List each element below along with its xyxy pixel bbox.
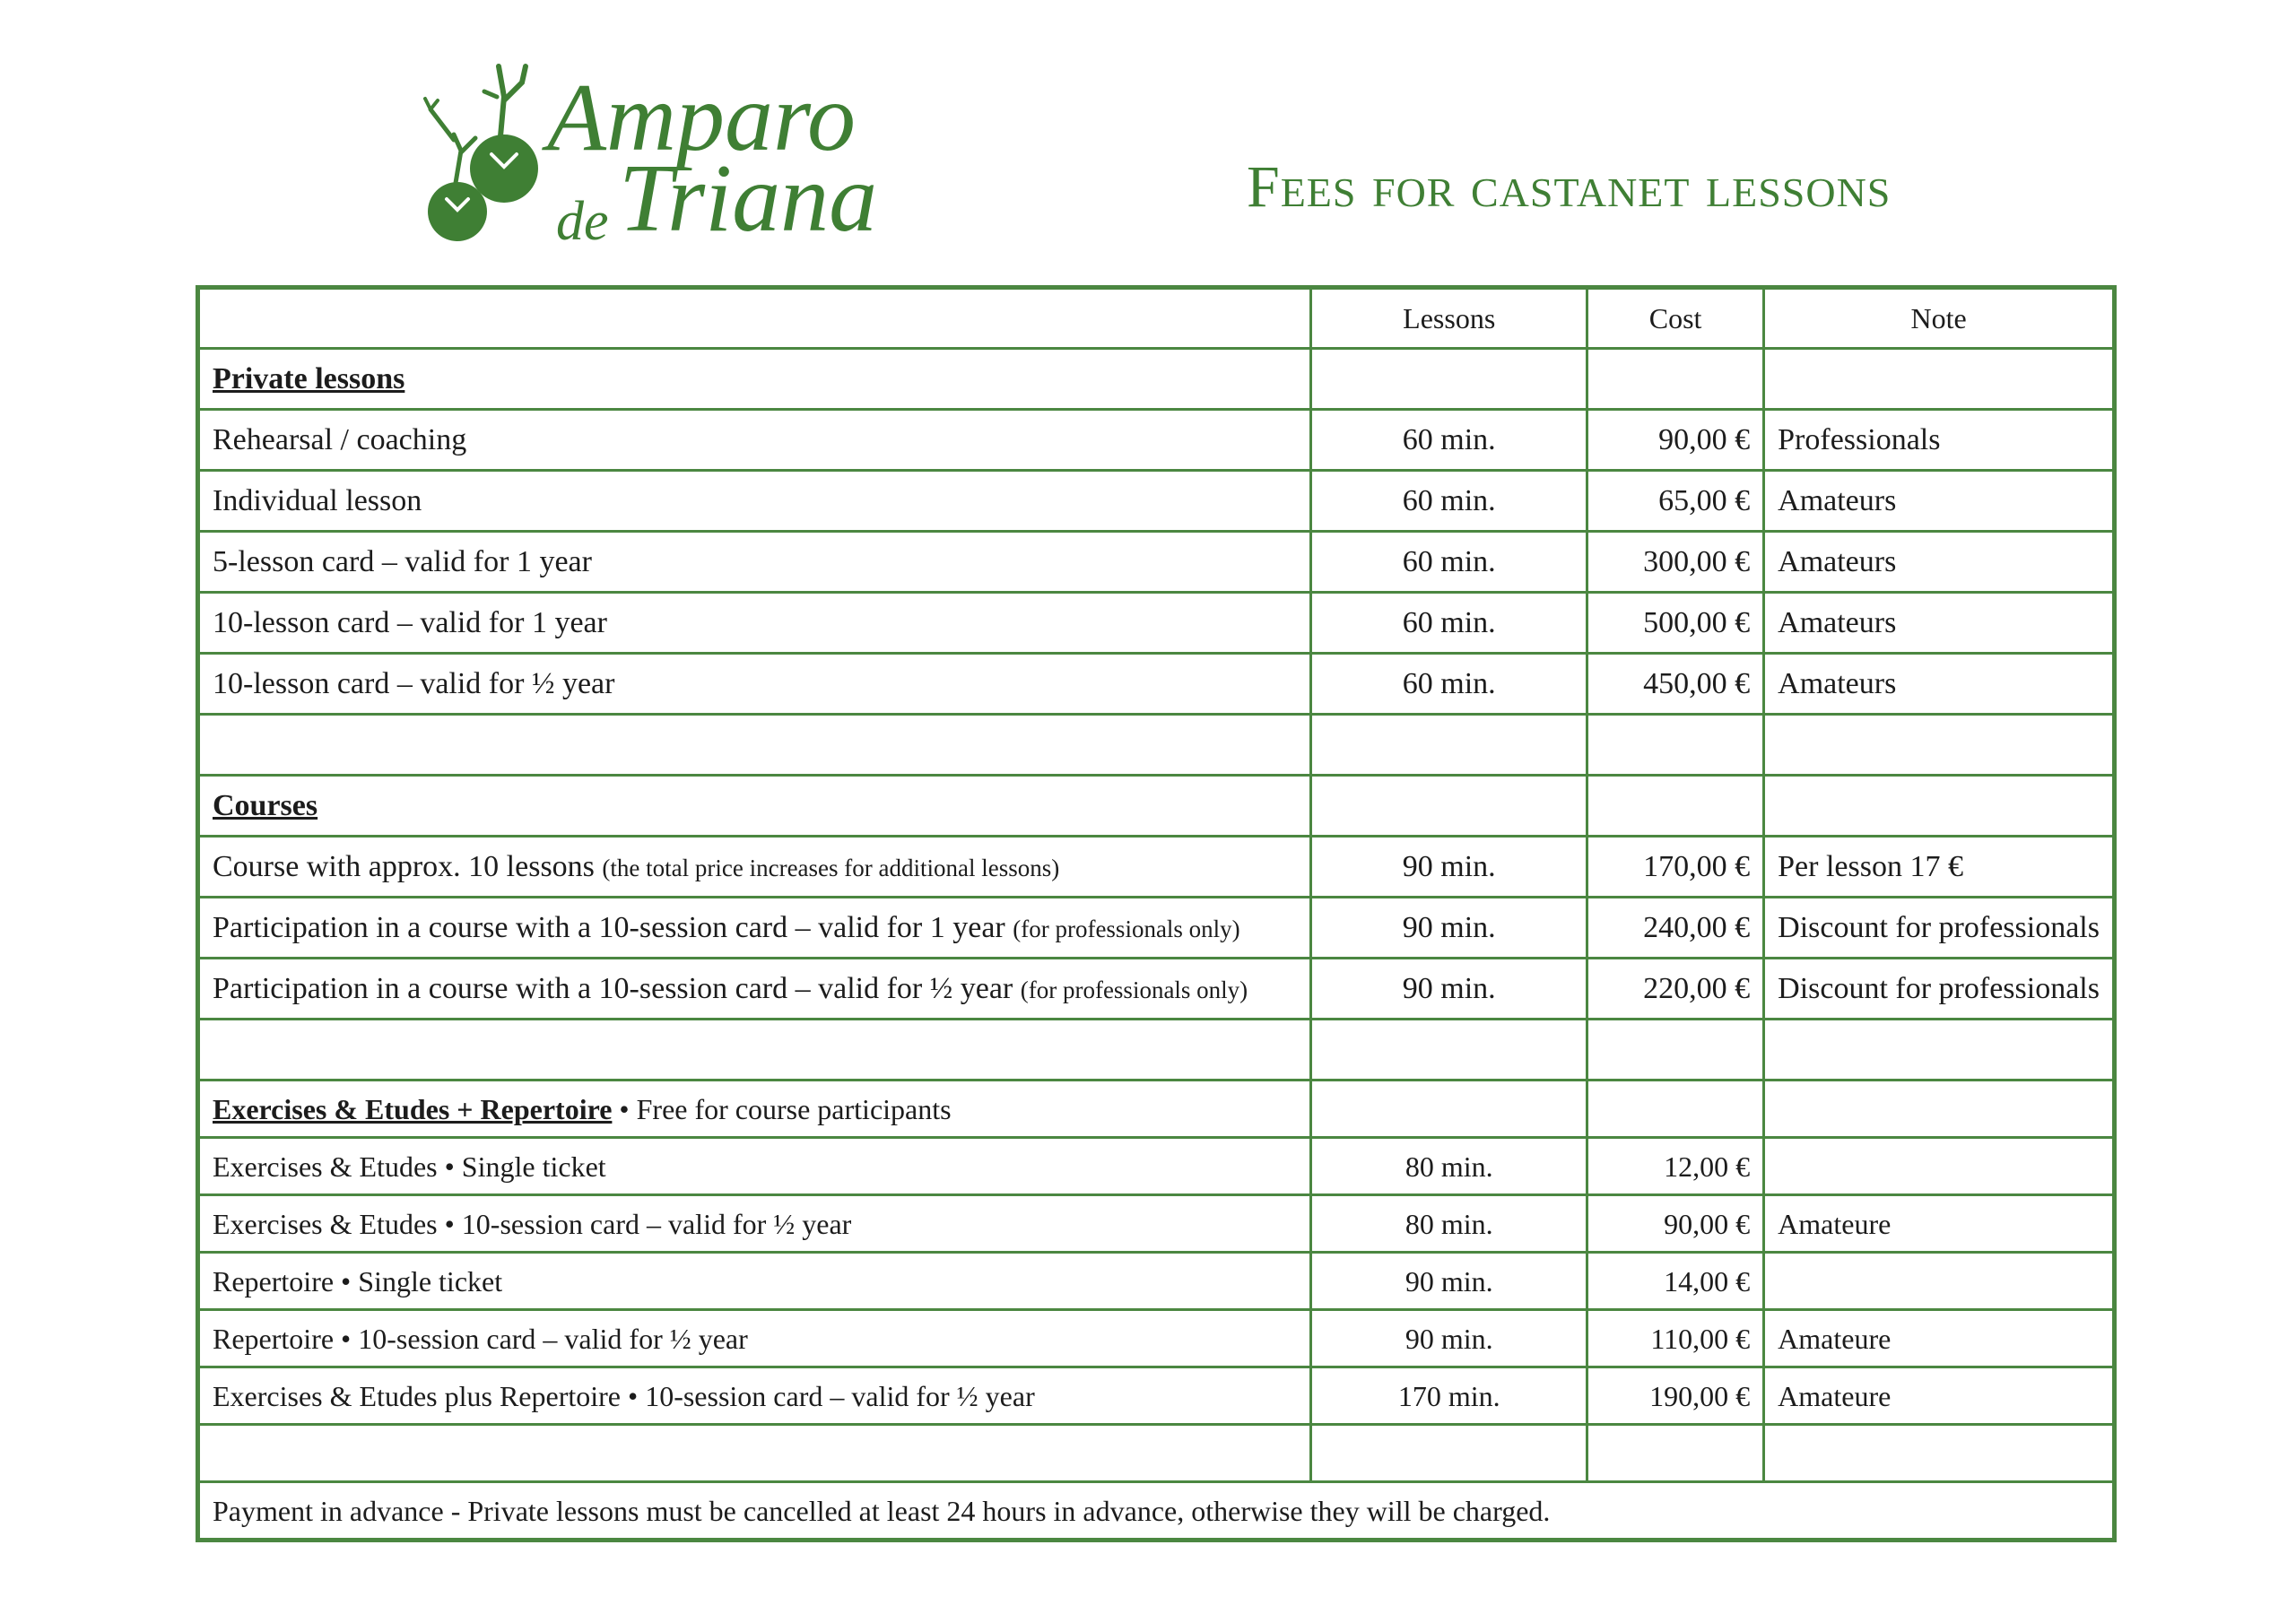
logo xyxy=(422,61,878,258)
page-title: Fees for castanet lessons xyxy=(1247,154,1892,220)
row-item-detail: Single ticket xyxy=(358,1264,503,1298)
section-title-note: Free for course participants xyxy=(636,1092,952,1125)
row-item: Course with approx. 10 lessons xyxy=(213,849,595,883)
row-lessons: 90 min. xyxy=(1311,1310,1587,1367)
row-item-note: (the total price increases for additional lessons) xyxy=(602,854,1060,881)
table-row xyxy=(198,898,2115,959)
table-row xyxy=(198,1310,2115,1367)
row-note: Amateurs xyxy=(1764,532,2115,593)
row-item: Repertoire xyxy=(213,1322,335,1355)
row-cost: 500,00 € xyxy=(1587,593,1764,654)
section-row-courses xyxy=(198,776,2115,837)
table-row xyxy=(198,593,2115,654)
row-item: 5-lesson card – valid for 1 year xyxy=(198,532,1311,593)
row-cost: 190,00 € xyxy=(1587,1367,1764,1425)
row-lessons: 80 min. xyxy=(1311,1138,1587,1195)
separator-dot: • xyxy=(444,1150,455,1183)
separator-dot: • xyxy=(619,1092,630,1125)
section-title-courses: Courses xyxy=(213,788,318,822)
row-cost: 65,00 € xyxy=(1587,471,1764,532)
row-cost: 110,00 € xyxy=(1587,1310,1764,1367)
table-header-row xyxy=(198,288,2115,349)
row-item-note: (for professionals only) xyxy=(1020,976,1248,1003)
table-row xyxy=(198,1253,2115,1310)
row-lessons: 170 min. xyxy=(1311,1367,1587,1425)
row-item: Exercises & Etudes xyxy=(213,1150,438,1183)
row-item: Participation in a course with a 10-session card – valid for ½ year xyxy=(213,971,1013,1005)
header-cost: Cost xyxy=(1587,288,1764,349)
row-item: Rehearsal / coaching xyxy=(198,410,1311,471)
row-item-detail: 10-session card – valid for ½ year xyxy=(645,1379,1035,1412)
table-row xyxy=(198,837,2115,898)
table-row xyxy=(198,959,2115,1020)
row-item: Exercises & Etudes plus Repertoire xyxy=(213,1379,621,1412)
table-row xyxy=(198,410,2115,471)
separator-dot: • xyxy=(341,1322,352,1355)
separator-dot: • xyxy=(341,1264,352,1298)
row-note: Amateure xyxy=(1764,1310,2115,1367)
header-item xyxy=(198,288,1311,349)
row-note: Amateure xyxy=(1764,1367,2115,1425)
table-row xyxy=(198,471,2115,532)
row-cost: 220,00 € xyxy=(1587,959,1764,1020)
row-lessons: 80 min. xyxy=(1311,1195,1587,1253)
row-lessons: 60 min. xyxy=(1311,654,1587,715)
table-row xyxy=(198,1367,2115,1425)
row-note: Amateurs xyxy=(1764,471,2115,532)
row-note: Amateurs xyxy=(1764,593,2115,654)
row-cost: 300,00 € xyxy=(1587,532,1764,593)
table-row xyxy=(198,1138,2115,1195)
row-item-detail: 10-session card – valid for ½ year xyxy=(358,1322,748,1355)
row-cost: 90,00 € xyxy=(1587,1195,1764,1253)
footer-row xyxy=(198,1482,2115,1541)
row-note: Discount for professionals xyxy=(1764,959,2115,1020)
row-note: Professionals xyxy=(1764,410,2115,471)
row-cost: 240,00 € xyxy=(1587,898,1764,959)
row-lessons: 90 min. xyxy=(1311,837,1587,898)
row-cost: 12,00 € xyxy=(1587,1138,1764,1195)
section-title-exercises: Exercises & Etudes + Repertoire xyxy=(213,1092,613,1125)
row-lessons: 60 min. xyxy=(1311,532,1587,593)
separator-dot: • xyxy=(627,1379,639,1412)
row-note: Amateurs xyxy=(1764,654,2115,715)
row-cost: 90,00 € xyxy=(1587,410,1764,471)
empty-row xyxy=(198,715,2115,776)
castanets-icon xyxy=(422,61,556,249)
table-row xyxy=(198,654,2115,715)
row-note: Per lesson 17 € xyxy=(1764,837,2115,898)
row-cost: 14,00 € xyxy=(1587,1253,1764,1310)
row-item-detail: Single ticket xyxy=(461,1150,606,1183)
row-lessons: 90 min. xyxy=(1311,959,1587,1020)
row-note: Amateure xyxy=(1764,1195,2115,1253)
row-lessons: 90 min. xyxy=(1311,1253,1587,1310)
empty-row xyxy=(198,1425,2115,1482)
row-item: 10-lesson card – valid for 1 year xyxy=(198,593,1311,654)
table-row xyxy=(198,532,2115,593)
row-item: Individual lesson xyxy=(198,471,1311,532)
row-item: 10-lesson card – valid for ½ year xyxy=(198,654,1311,715)
logo-name-prefix: de xyxy=(556,191,609,252)
row-cost: 450,00 € xyxy=(1587,654,1764,715)
empty-row xyxy=(198,1020,2115,1081)
payment-note: Payment in advance - Private lessons must be cancelled at least 24 hours in advance, otherwise they will be charged. xyxy=(198,1482,2115,1541)
section-title-private: Private lessons xyxy=(213,361,405,395)
row-lessons: 90 min. xyxy=(1311,898,1587,959)
row-lessons: 60 min. xyxy=(1311,471,1587,532)
row-note xyxy=(1764,1138,2115,1195)
section-row-exercises xyxy=(198,1081,2115,1138)
row-cost: 170,00 € xyxy=(1587,837,1764,898)
table-row xyxy=(198,1195,2115,1253)
row-lessons: 60 min. xyxy=(1311,410,1587,471)
row-item-note: (for professionals only) xyxy=(1013,915,1240,942)
logo-name-line1: Amparo xyxy=(547,65,856,171)
header-note: Note xyxy=(1764,288,2115,349)
row-item: Repertoire xyxy=(213,1264,335,1298)
row-item: Participation in a course with a 10-session card – valid for 1 year xyxy=(213,910,1005,944)
row-item-detail: 10-session card – valid for ½ year xyxy=(461,1207,852,1240)
row-lessons: 60 min. xyxy=(1311,593,1587,654)
row-item: Exercises & Etudes xyxy=(213,1207,438,1240)
row-note xyxy=(1764,1253,2115,1310)
fees-table xyxy=(196,285,2117,1542)
separator-dot: • xyxy=(444,1207,455,1240)
header-lessons: Lessons xyxy=(1311,288,1587,349)
logo-name-line2: Triana xyxy=(619,145,878,252)
row-note: Discount for professionals xyxy=(1764,898,2115,959)
section-row-private xyxy=(198,349,2115,410)
